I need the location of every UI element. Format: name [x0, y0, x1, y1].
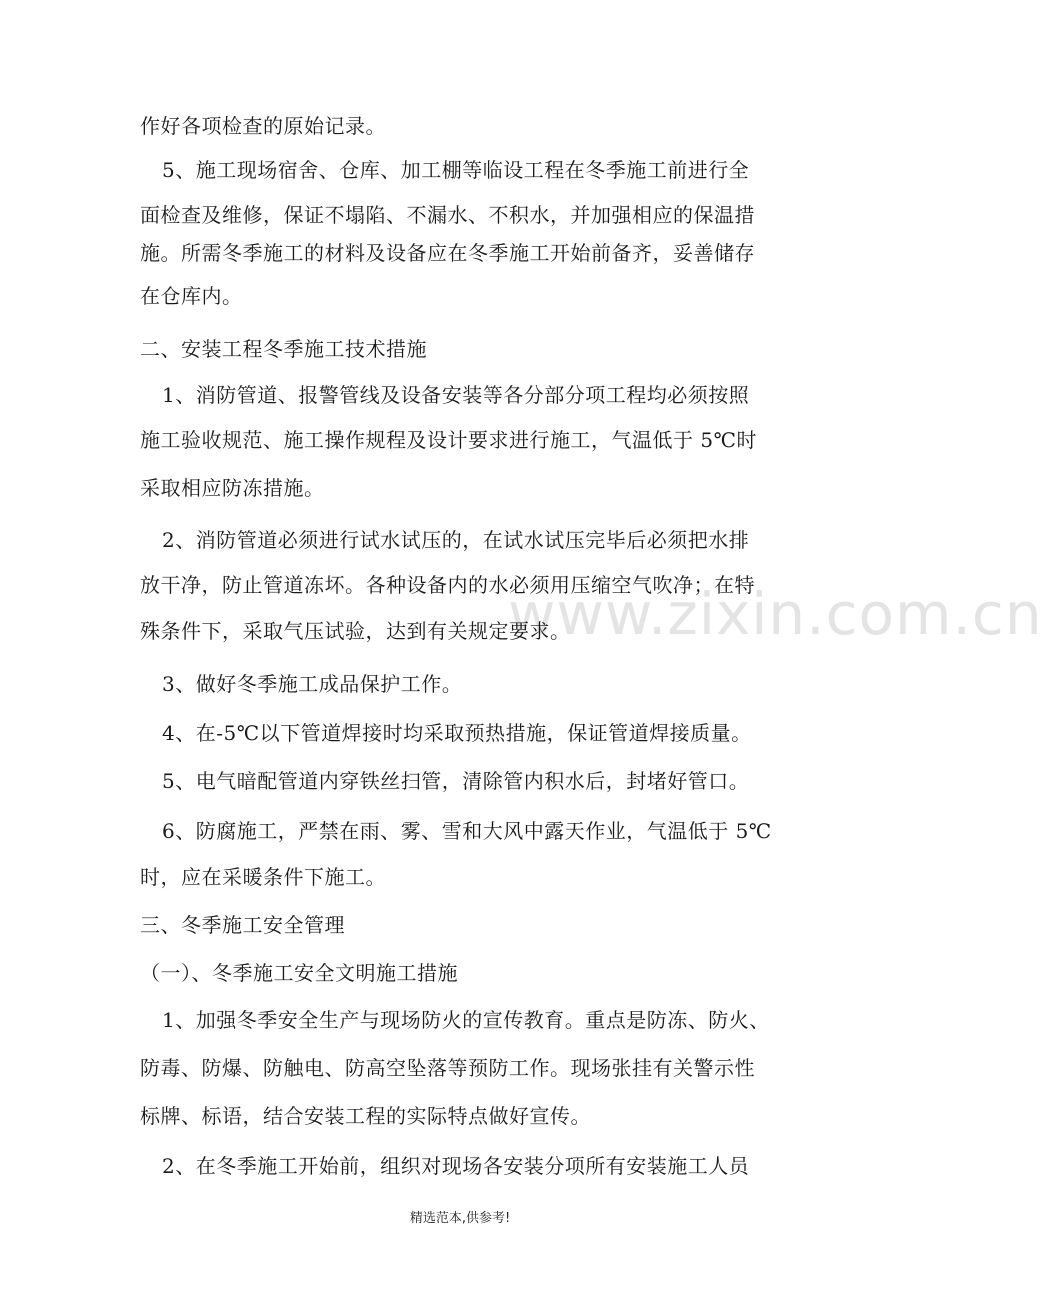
text-line: 3、做好冬季施工成品保护工作。	[162, 672, 463, 696]
text-line: 4、在-5℃以下管道焊接时均采取预热措施，保证管道焊接质量。	[162, 721, 752, 745]
text-line: 施工验收规范、施工操作规程及设计要求进行施工，气温低于 5℃时	[140, 428, 757, 452]
subsection-heading: （一）、冬季施工安全文明施工措施	[140, 961, 458, 985]
text-line: 防毒、防爆、防触电、防高空坠落等预防工作。现场张挂有关警示性	[140, 1056, 755, 1080]
text-line: 殊条件下，采取气压试验，达到有关规定要求。	[140, 619, 571, 643]
page-footer: 精选范本,供参考!	[409, 1211, 511, 1226]
text-line: 2、在冬季施工开始前，组织对现场各安装分项所有安装施工人员	[162, 1154, 750, 1178]
text-line: 采取相应防冻措施。	[140, 476, 325, 500]
text-line: 在仓库内。	[140, 284, 243, 308]
text-line: 2、消防管道必须进行试水试压的，在试水试压完毕后必须把水排	[162, 528, 750, 552]
text-line: 5、电气暗配管道内穿铁丝扫管，清除管内积水后，封堵好管口。	[162, 769, 750, 793]
text-line: 时，应在采暖条件下施工。	[140, 865, 386, 889]
text-line: 标牌、标语，结合安装工程的实际特点做好宣传。	[140, 1104, 591, 1128]
text-line: 6、防腐施工，严禁在雨、雾、雪和大风中露天作业，气温低于 5℃	[162, 819, 772, 843]
text-line: 1、加强冬季安全生产与现场防火的宣传教育。重点是防冻、防火、	[162, 1008, 770, 1032]
text-line: 5、施工现场宿舍、仓库、加工棚等临设工程在冬季施工前进行全	[162, 158, 750, 182]
text-line: 放干净，防止管道冻坏。各种设备内的水必须用压缩空气吹净；在特	[140, 573, 755, 597]
text-line: 面检查及维修，保证不塌陷、不漏水、不积水，并加强相应的保温措	[140, 203, 755, 227]
text-line: 作好各项检查的原始记录。	[140, 114, 386, 138]
section-heading: 二、安装工程冬季施工技术措施	[140, 337, 427, 361]
section-heading: 三、冬季施工安全管理	[140, 913, 345, 937]
watermark: www.zixin.com.cn	[508, 580, 1043, 648]
text-line: 施。所需冬季施工的材料及设备应在冬季施工开始前备齐，妥善储存	[140, 241, 755, 265]
text-line: 1、消防管道、报警管线及设备安装等各分部分项工程均必须按照	[162, 383, 750, 407]
